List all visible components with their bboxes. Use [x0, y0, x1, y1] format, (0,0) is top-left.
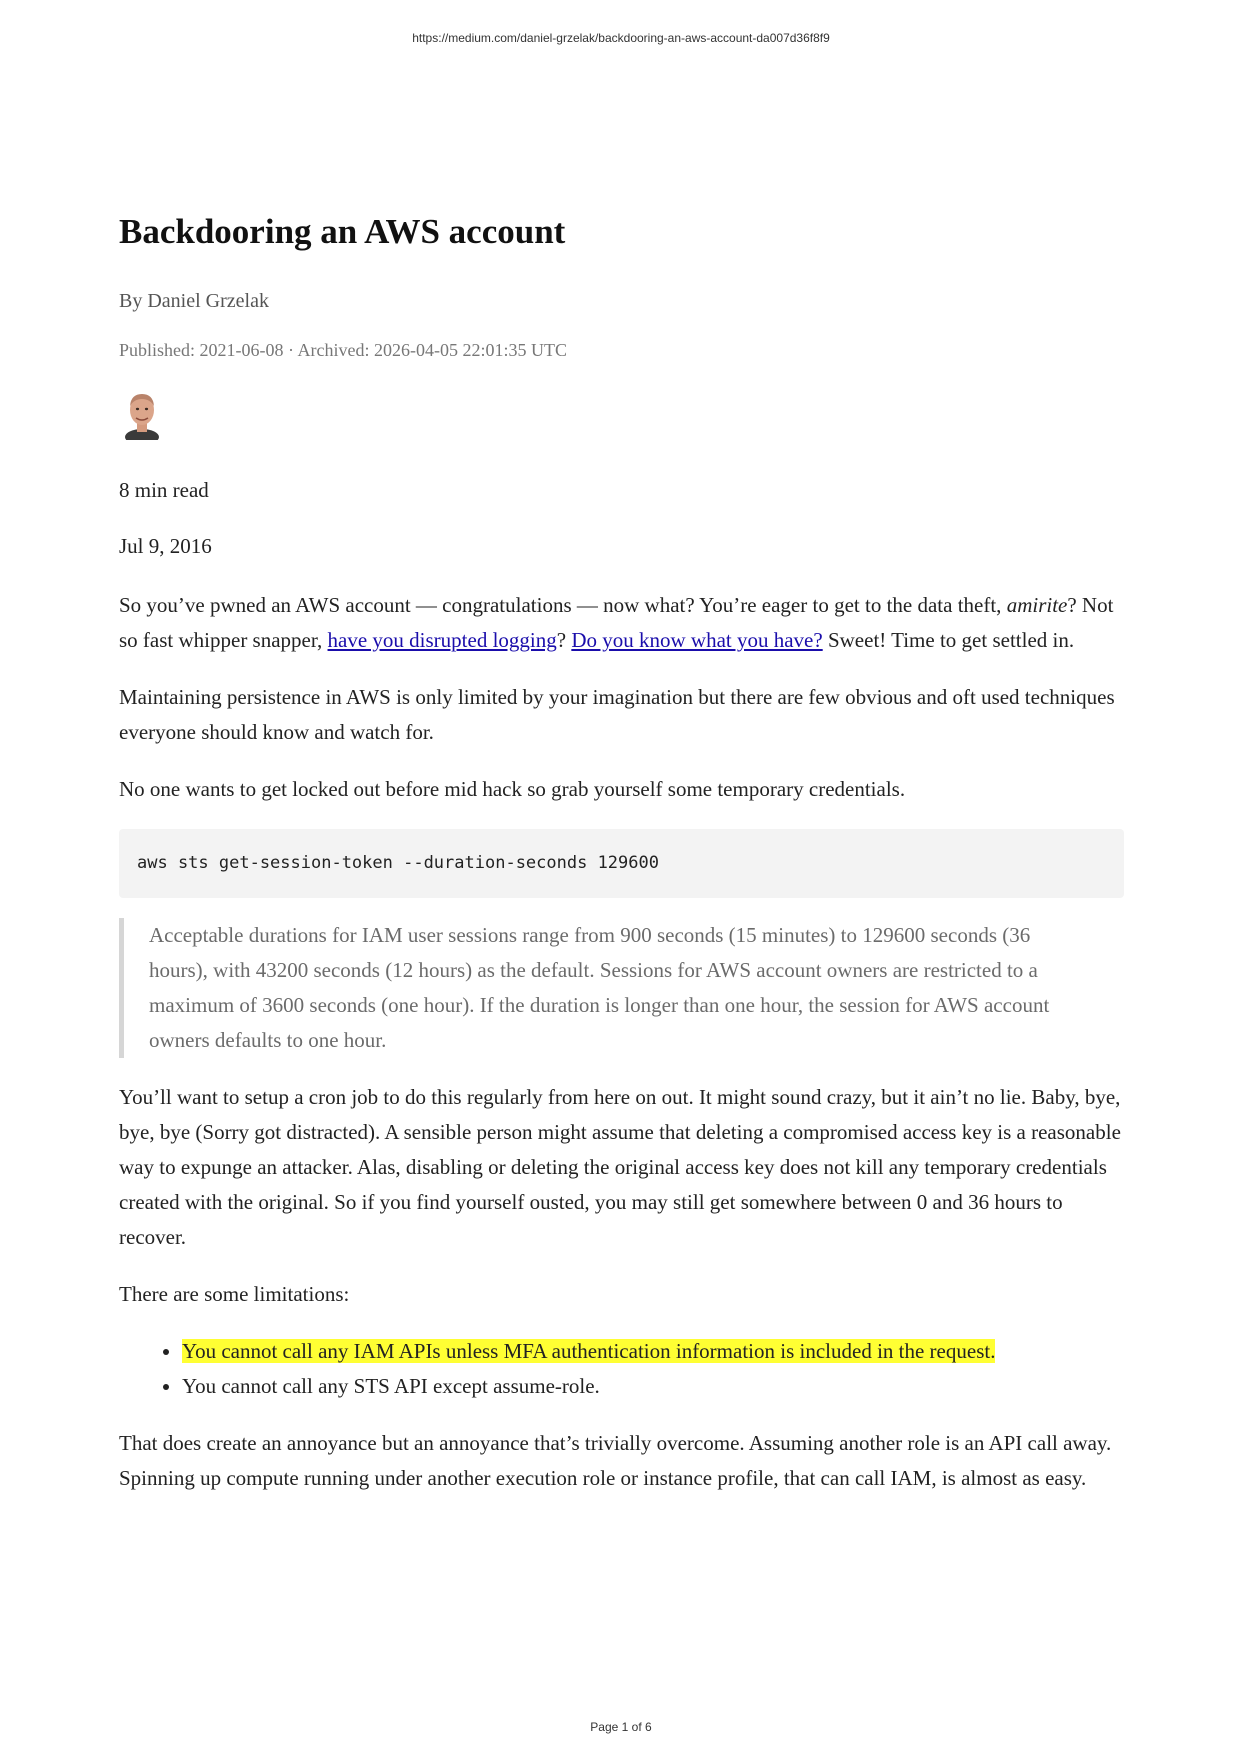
intro-text: ? Not so fast whipper snapper, — [119, 593, 1114, 652]
limitations-list — [119, 1334, 1124, 1404]
read-time: 8 min read — [119, 478, 209, 502]
avatar — [123, 390, 161, 440]
publish-meta: Published: 2021-06-08 · Archived: 2026-04-05 22:01:35 UTC — [119, 340, 567, 360]
author-byline: By Daniel Grzelak — [119, 290, 269, 312]
page-number: Page 1 of 6 — [590, 1720, 652, 1734]
paragraph-annoyance: That does create an annoyance but an annoyance that’s trivially overcome. Assuming another role is an API call away. Spinning up compute running under another execution role or instance profile, that can call IAM, is almost as easy. — [119, 1431, 1112, 1490]
intro-text: So you’ve pwned an AWS account — congratulations — now what? You’re eager to get to the data theft, — [119, 593, 1007, 617]
paragraph-cron: You’ll want to setup a cron job to do this regularly from here on out. It might sound crazy, but it ain’t no lie. Baby, bye, bye, bye (Sorry got distracted). A sensible person might assume that deleting a compromised access key is a reasonable way to expunge an attacker. Alas, disabling or deleting the original access key does not kill any temporary credentials created with the original. So if you find yourself ousted, you may still get somewhere between 0 and 36 hours to recover. — [119, 1085, 1121, 1249]
intro-text: Sweet! Time to get settled in. — [822, 628, 1075, 652]
paragraph-limitations-intro: There are some limitations: — [119, 1282, 350, 1306]
highlighted-text: You cannot call any IAM APIs unless MFA authentication information is included in the request. — [182, 1339, 996, 1363]
article-body — [119, 588, 1124, 1518]
paragraph-intro — [119, 588, 1124, 658]
link-disrupted-logging[interactable]: have you disrupted logging — [327, 628, 557, 652]
page-url: https://medium.com/daniel-grzelak/backdooring-an-aws-account-da007d36f8f9 — [412, 31, 830, 45]
list-item: • You cannot call any STS API except assume-role. — [182, 1369, 1124, 1404]
paragraph-persistence: Maintaining persistence in AWS is only limited by your imagination but there are few obvious and oft used techniques everyone should know and watch for. — [119, 685, 1115, 744]
list-item — [182, 1334, 1124, 1369]
article-title: Backdooring an AWS account — [119, 212, 566, 251]
article-date: Jul 9, 2016 — [119, 534, 212, 558]
quote-text: Acceptable durations for IAM user sessions range from 900 seconds (15 minutes) to 129600 seconds (36 hours), with 43200 seconds (12 hours) as the default. Sessions for AWS account owners are restricted to a maximum of 3600 seconds (one hour). If the duration is longer than one hour, the session for AWS account owners defaults to one hour. — [149, 923, 1050, 1052]
paragraph-credentials: No one wants to get locked out before mid hack so grab yourself some temporary credentials. — [119, 777, 906, 801]
intro-emphasis: amirite — [1006, 593, 1068, 617]
blockquote — [119, 918, 1084, 1058]
link-know-what-you-have[interactable]: Do you know what you have? — [571, 628, 823, 652]
intro-text: ? — [556, 628, 572, 652]
code-block: aws sts get-session-token --duration-seconds 129600 — [119, 829, 1124, 898]
